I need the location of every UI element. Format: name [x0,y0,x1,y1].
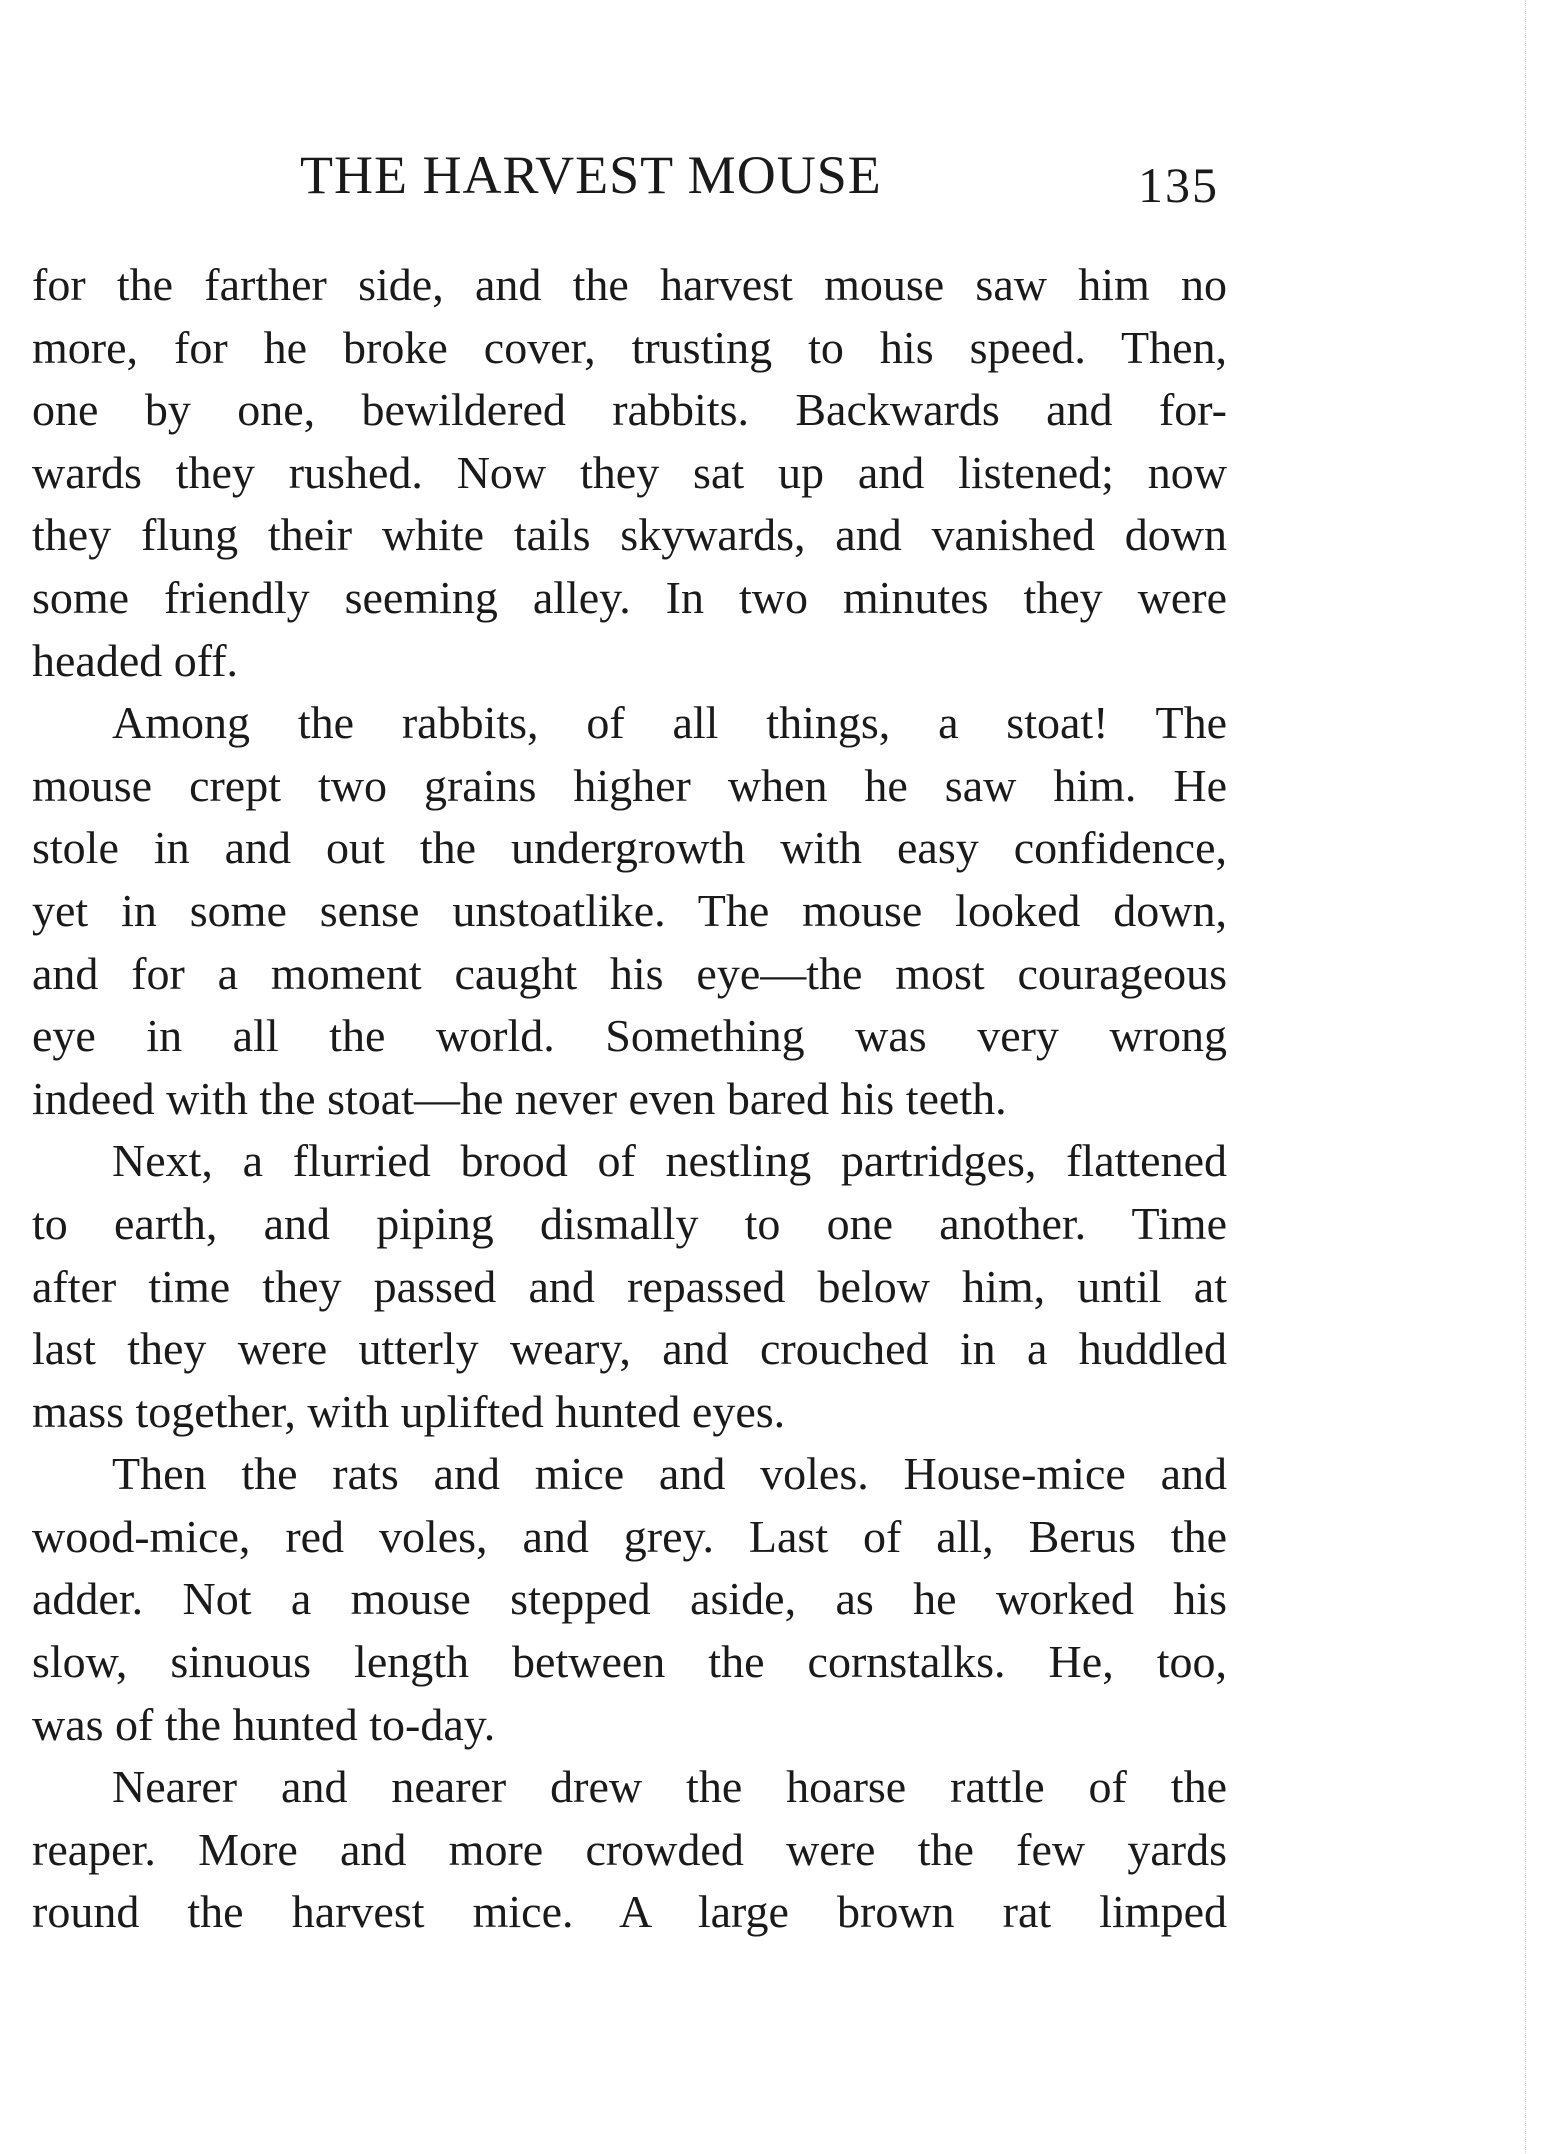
paragraph-2 [32,692,1227,1130]
text-line: Nearer and nearer drew the hoarse rattle of the [112,1761,1227,1813]
paragraph-4 [32,1443,1227,1756]
text-line: slow, sinuous length between the cornstalks. He, too, [32,1636,1227,1688]
text-line: mass together, with uplifted hunted eyes. [32,1385,786,1437]
text-line: they flung their white tails skywards, and vanished down [32,509,1227,561]
text-line: one by one, bewildered rabbits. Backwards and for- [32,384,1227,436]
text-line: more, for he broke cover, trusting to his speed. Then, [32,321,1227,373]
body-text [32,254,1227,1944]
text-line: after time they passed and repassed below him, until at [32,1260,1227,1312]
text-line: some friendly seeming alley. In two minutes they were [32,571,1227,623]
text-line: wards they rushed. Now they sat up and listened; now [32,446,1227,498]
text-line: indeed with the stoat—he never even bared his teeth. [32,1072,1007,1124]
text-line: adder. Not a mouse stepped aside, as he worked his [32,1573,1227,1625]
text-line: stole in and out the undergrowth with easy confidence, [32,822,1227,874]
text-line: and for a moment caught his eye—the most courageous [32,947,1227,999]
text-line: yet in some sense unstoatlike. The mouse looked down, [32,884,1227,936]
text-line: for the farther side, and the harvest mouse saw him no [32,259,1227,310]
text-line: Then the rats and mice and voles. House-mice and [112,1448,1227,1500]
running-head-title: THE HARVEST MOUSE [300,145,882,205]
text-line: wood-mice, red voles, and grey. Last of all, Berus the [32,1510,1227,1562]
text-line: Among the rabbits, of all things, a stoat! The [112,697,1227,749]
paragraph-1 [32,254,1227,692]
page-number: 135 [1138,157,1219,213]
text-line: mouse crept two grains higher when he saw him. He [32,759,1227,811]
text-line: round the harvest mice. A large brown rat limped [32,1886,1227,1938]
text-line: reaper. More and more crowded were the few yards [32,1823,1227,1875]
text-line: to earth, and piping dismally to one another. Time [32,1197,1227,1249]
paragraph-5 [32,1756,1227,1944]
scan-edge-marks [1519,0,1526,2154]
text-line: was of the hunted to-day. [32,1698,496,1750]
text-line: headed off. [32,634,239,686]
text-line: Next, a flurried brood of nestling partridges, flattened [112,1135,1227,1187]
text-line: eye in all the world. Something was very wrong [32,1010,1227,1062]
paragraph-3 [32,1130,1227,1443]
text-line: last they were utterly weary, and crouched in a huddled [32,1323,1227,1375]
